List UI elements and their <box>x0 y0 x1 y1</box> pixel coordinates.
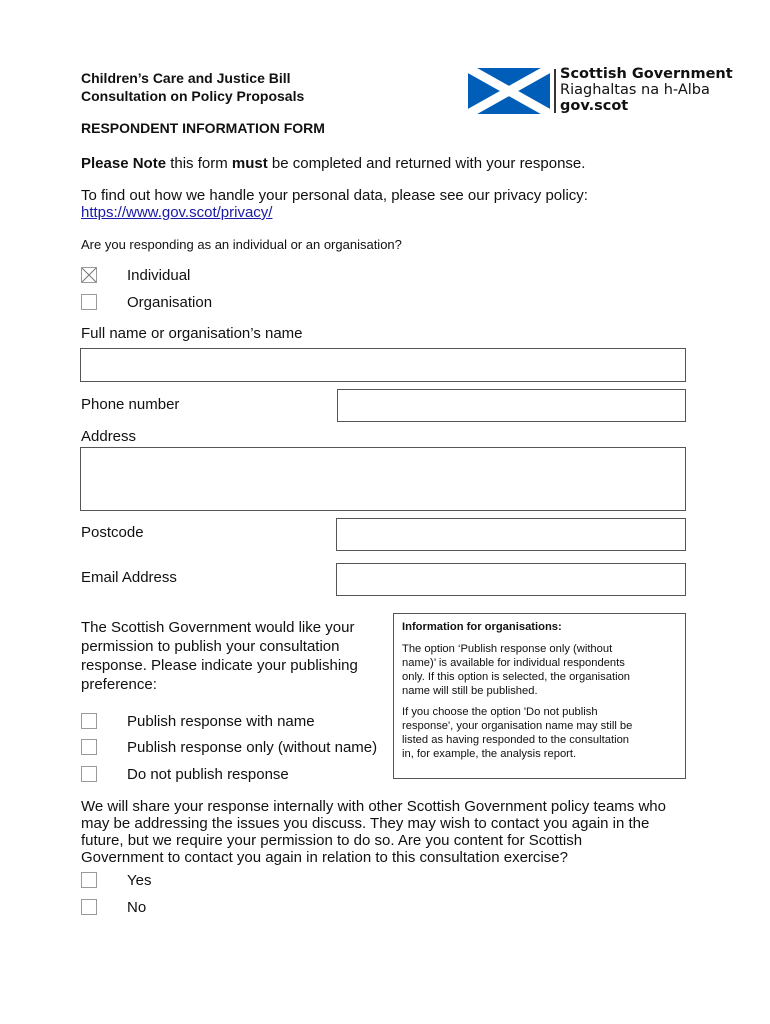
individual-label: Individual <box>127 267 191 284</box>
logo-line-1: Scottish Government <box>560 66 733 82</box>
contact-text-line: We will share your response internally with other Scottish Government policy teams who <box>81 798 666 815</box>
phone-field[interactable] <box>337 389 686 422</box>
publish-with-name-checkbox[interactable] <box>81 713 97 729</box>
logo-line-3: gov.scot <box>560 98 629 114</box>
checkbox-cross-icon <box>82 268 96 282</box>
organisation-checkbox[interactable] <box>81 294 97 310</box>
postcode-field[interactable] <box>336 518 686 551</box>
publish-prompt <box>81 618 381 694</box>
info-box-line: name will still be published. <box>402 685 538 697</box>
organisation-label: Organisation <box>127 294 213 311</box>
info-box-line: name)’ is available for individual respondents <box>402 657 625 669</box>
note-text <box>81 155 585 172</box>
publish-prompt-line: The Scottish Government would like your <box>81 619 355 636</box>
privacy-sentence: To find out how we handle your personal data, please see our privacy policy: <box>81 187 588 204</box>
note-suffix: be completed and returned with your response. <box>267 155 586 172</box>
email-field[interactable] <box>336 563 686 596</box>
contact-text-line: future, but we require your permission to do so. Are you content for Scottish <box>81 832 583 849</box>
publish-without-name-label: Publish response only (without name) <box>127 739 378 756</box>
contact-yes-checkbox[interactable] <box>81 872 97 888</box>
contact-text-line: may be addressing the issues you discuss. They may wish to contact you again in the <box>81 815 650 832</box>
scottish-government-logo <box>466 66 736 116</box>
postcode-label: Postcode <box>81 524 144 541</box>
full-name-label: Full name or organisation’s name <box>81 325 303 342</box>
document-title <box>81 69 304 105</box>
contact-permission-text <box>81 798 666 866</box>
note-must: must <box>231 155 268 172</box>
info-box-line: If you choose the option 'Do not publish <box>402 706 598 718</box>
publish-without-name-checkbox[interactable] <box>81 739 97 755</box>
publish-prompt-line: response. Please indicate your publishing <box>81 657 358 674</box>
form-title: RESPONDENT INFORMATION FORM <box>81 120 325 136</box>
logo-line-2: Riaghaltas na h-Alba <box>560 82 710 98</box>
publish-with-name-label: Publish response with name <box>127 713 315 730</box>
saltire-flag-icon <box>468 68 550 114</box>
respondent-type-question: Are you responding as an individual or an organisation? <box>81 237 402 252</box>
contact-no-checkbox[interactable] <box>81 899 97 915</box>
contact-no-label: No <box>127 899 147 916</box>
publish-prompt-line: permission to publish your consultation <box>81 638 340 655</box>
info-box-line: listed as having responded to the consultation <box>402 734 630 746</box>
title-line-2: Consultation on Policy Proposals <box>81 88 305 104</box>
do-not-publish-label: Do not publish response <box>127 766 289 783</box>
info-box-heading: Information for organisations: <box>402 621 562 633</box>
address-field[interactable] <box>80 447 686 511</box>
info-box-line: in, for example, the analysis report. <box>402 748 577 760</box>
logo-divider <box>554 69 556 113</box>
full-name-field[interactable] <box>80 348 686 382</box>
contact-yes-label: Yes <box>127 872 152 889</box>
address-label: Address <box>81 428 137 445</box>
info-box-line: only. If this option is selected, the organisation <box>402 671 631 683</box>
title-line-1: Children’s Care and Justice Bill <box>81 70 291 86</box>
note-prefix: Please Note <box>81 155 167 172</box>
privacy-text <box>81 187 588 221</box>
organisations-info-box <box>393 613 686 779</box>
publish-prompt-line: preference: <box>81 676 157 693</box>
note-middle: this form <box>166 155 232 172</box>
privacy-link[interactable]: https://www.gov.scot/privacy/ <box>81 204 273 221</box>
phone-label: Phone number <box>81 396 180 413</box>
contact-text-line: Government to contact you again in relation to this consultation exercise? <box>81 849 568 866</box>
do-not-publish-checkbox[interactable] <box>81 766 97 782</box>
email-label: Email Address <box>81 569 177 586</box>
info-box-line: The option ‘Publish response only (without <box>402 643 613 655</box>
individual-checkbox[interactable] <box>81 267 97 283</box>
info-box-line: response', your organisation name may still be <box>402 720 633 732</box>
